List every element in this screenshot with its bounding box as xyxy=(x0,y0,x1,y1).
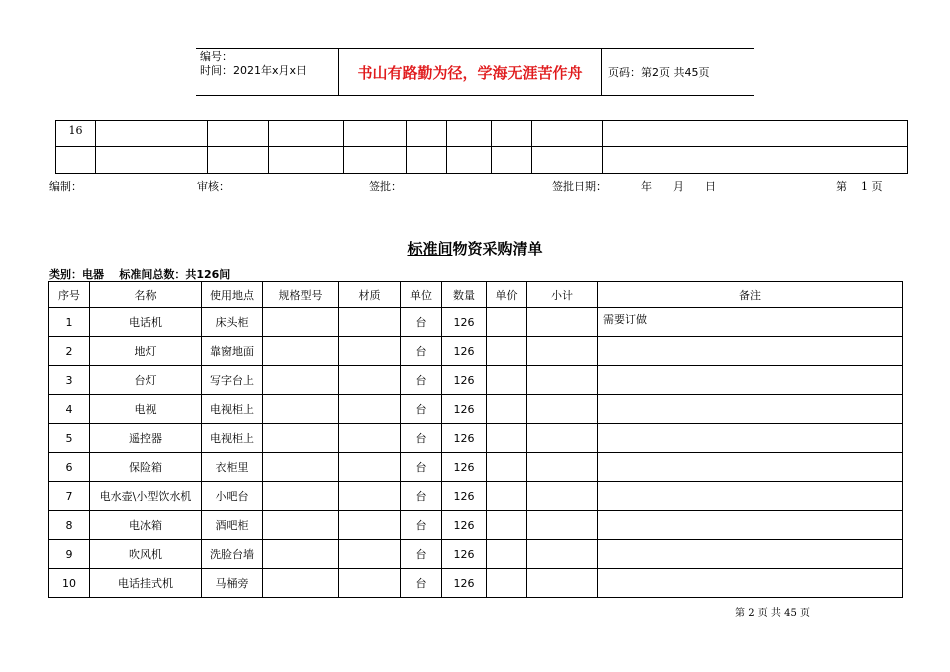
table-cell xyxy=(263,424,339,453)
table-cell xyxy=(527,511,598,540)
table-cell: 电视柜上 xyxy=(202,424,263,453)
table-row xyxy=(49,308,903,337)
table-cell xyxy=(339,511,401,540)
table-header-row xyxy=(49,282,903,308)
document-header xyxy=(196,48,754,96)
table-cell xyxy=(598,337,903,366)
continuation-cell xyxy=(56,147,96,174)
table-cell: 电水壶\小型饮水机 xyxy=(90,482,202,511)
continuation-cell xyxy=(407,147,447,174)
table-cell xyxy=(339,337,401,366)
column-header: 规格型号 xyxy=(263,282,339,308)
table-cell: 电话机 xyxy=(90,308,202,337)
table-row xyxy=(49,540,903,569)
table-cell: 台 xyxy=(401,482,442,511)
table-row xyxy=(49,395,903,424)
table-cell: 洗脸台墙 xyxy=(202,540,263,569)
date-fields: 年 月 日 xyxy=(641,180,716,193)
continuation-cell xyxy=(532,121,603,147)
table-cell: 126 xyxy=(442,337,487,366)
table-cell xyxy=(527,366,598,395)
table-row xyxy=(49,424,903,453)
table-cell xyxy=(487,424,527,453)
table-cell xyxy=(527,308,598,337)
continuation-cell xyxy=(344,147,407,174)
column-header: 数量 xyxy=(442,282,487,308)
table-cell: 台 xyxy=(401,366,442,395)
table-cell: 台 xyxy=(401,308,442,337)
continuation-table xyxy=(55,120,908,174)
continuation-cell: 16 xyxy=(56,121,96,147)
table-cell: 126 xyxy=(442,308,487,337)
table-cell xyxy=(263,482,339,511)
table-cell xyxy=(527,453,598,482)
table-cell xyxy=(339,308,401,337)
table-cell: 写字台上 xyxy=(202,366,263,395)
column-header: 材质 xyxy=(339,282,401,308)
table-cell: 马桶旁 xyxy=(202,569,263,598)
table-cell xyxy=(527,482,598,511)
table-cell xyxy=(487,366,527,395)
table-cell xyxy=(339,482,401,511)
table-cell xyxy=(263,569,339,598)
table-cell xyxy=(598,395,903,424)
table-cell xyxy=(598,453,903,482)
table-cell: 10 xyxy=(49,569,90,598)
table-cell xyxy=(487,540,527,569)
table-cell: 电视 xyxy=(90,395,202,424)
table-cell: 遥控器 xyxy=(90,424,202,453)
page-title xyxy=(0,238,950,259)
table-cell: 126 xyxy=(442,540,487,569)
table-cell: 126 xyxy=(442,482,487,511)
page-footer: 第 2 页 共 45 页 xyxy=(735,608,810,619)
table-cell: 台 xyxy=(401,337,442,366)
table-cell xyxy=(339,424,401,453)
page-code: 页码：第2页 共45页 xyxy=(608,66,710,79)
continuation-cell xyxy=(407,121,447,147)
table-cell: 7 xyxy=(49,482,90,511)
table-cell xyxy=(263,453,339,482)
table-cell: 126 xyxy=(442,366,487,395)
table-cell xyxy=(487,453,527,482)
table-row xyxy=(49,511,903,540)
title-rest: 物资采购清单 xyxy=(452,240,543,258)
category-line: 类别：电器 标准间总数：共126间 xyxy=(49,268,231,281)
table-cell xyxy=(487,337,527,366)
table-cell: 电话挂式机 xyxy=(90,569,202,598)
table-cell: 靠窗地面 xyxy=(202,337,263,366)
table-cell: 电视柜上 xyxy=(202,395,263,424)
table-cell xyxy=(263,511,339,540)
table-cell: 吹风机 xyxy=(90,540,202,569)
table-cell: 台 xyxy=(401,511,442,540)
table-cell: 需要订做 xyxy=(598,308,903,337)
table-cell: 5 xyxy=(49,424,90,453)
column-header: 单价 xyxy=(487,282,527,308)
table-cell: 台 xyxy=(401,540,442,569)
column-header: 单位 xyxy=(401,282,442,308)
approve-label: 签批： xyxy=(369,180,402,193)
table-cell: 126 xyxy=(442,424,487,453)
continuation-cell xyxy=(447,147,492,174)
procurement-table xyxy=(48,281,903,598)
table-cell xyxy=(263,308,339,337)
table-cell: 酒吧柜 xyxy=(202,511,263,540)
table-row xyxy=(49,366,903,395)
continuation-row xyxy=(56,147,908,174)
continuation-cell xyxy=(492,121,532,147)
serial-label: 编号： xyxy=(200,50,233,63)
continuation-cell xyxy=(344,121,407,147)
table-cell: 3 xyxy=(49,366,90,395)
time-label: 时间：2021年x月x日 xyxy=(200,64,308,77)
continuation-cell xyxy=(96,147,208,174)
approve-date-label: 签批日期： xyxy=(552,180,607,193)
continuation-cell xyxy=(96,121,208,147)
table-cell xyxy=(339,395,401,424)
table-cell: 6 xyxy=(49,453,90,482)
table-cell: 台 xyxy=(401,424,442,453)
table-cell: 保险箱 xyxy=(90,453,202,482)
continuation-cell xyxy=(208,147,269,174)
table-cell xyxy=(527,424,598,453)
review-label: 审核： xyxy=(197,180,230,193)
continuation-cell xyxy=(269,121,344,147)
table-cell: 床头柜 xyxy=(202,308,263,337)
table-cell xyxy=(487,308,527,337)
table-cell xyxy=(527,395,598,424)
table-cell: 8 xyxy=(49,511,90,540)
table-cell xyxy=(339,366,401,395)
table-cell xyxy=(527,337,598,366)
table-cell: 126 xyxy=(442,569,487,598)
table-cell: 衣柜里 xyxy=(202,453,263,482)
header-motto-cell xyxy=(338,49,602,95)
table-row xyxy=(49,453,903,482)
table-cell: 电冰箱 xyxy=(90,511,202,540)
motto-text: 书山有路勤为径，学海无涯苦作舟 xyxy=(357,63,583,82)
column-header: 序号 xyxy=(49,282,90,308)
signoff-page: 第 1 页 xyxy=(836,180,883,193)
column-header: 名称 xyxy=(90,282,202,308)
column-header: 备注 xyxy=(598,282,903,308)
column-header: 使用地点 xyxy=(202,282,263,308)
table-cell: 2 xyxy=(49,337,90,366)
table-cell: 小吧台 xyxy=(202,482,263,511)
table-cell: 台 xyxy=(401,569,442,598)
table-cell xyxy=(263,395,339,424)
table-cell xyxy=(527,569,598,598)
table-cell: 126 xyxy=(442,395,487,424)
table-cell: 9 xyxy=(49,540,90,569)
continuation-cell xyxy=(208,121,269,147)
table-cell xyxy=(339,453,401,482)
table-cell: 126 xyxy=(442,511,487,540)
table-row xyxy=(49,482,903,511)
table-cell xyxy=(598,511,903,540)
table-cell xyxy=(598,540,903,569)
title-underlined: 标准间 xyxy=(407,240,453,258)
table-cell xyxy=(339,569,401,598)
continuation-cell xyxy=(603,147,908,174)
table-row xyxy=(49,337,903,366)
table-cell xyxy=(263,366,339,395)
continuation-row xyxy=(56,121,908,147)
table-cell xyxy=(263,337,339,366)
table-cell: 4 xyxy=(49,395,90,424)
table-cell xyxy=(598,482,903,511)
continuation-cell xyxy=(447,121,492,147)
table-cell xyxy=(487,511,527,540)
table-cell: 126 xyxy=(442,453,487,482)
table-cell xyxy=(263,540,339,569)
table-cell: 地灯 xyxy=(90,337,202,366)
table-cell xyxy=(487,569,527,598)
table-cell xyxy=(527,540,598,569)
continuation-cell xyxy=(269,147,344,174)
table-cell xyxy=(598,569,903,598)
table-cell: 台 xyxy=(401,453,442,482)
continuation-cell xyxy=(532,147,603,174)
table-cell xyxy=(598,366,903,395)
signoff-row xyxy=(0,178,950,192)
table-row xyxy=(49,569,903,598)
header-meta xyxy=(196,49,338,95)
table-cell: 台灯 xyxy=(90,366,202,395)
table-cell xyxy=(487,395,527,424)
continuation-cell xyxy=(492,147,532,174)
table-cell xyxy=(339,540,401,569)
table-cell xyxy=(598,424,903,453)
table-cell xyxy=(487,482,527,511)
prepared-label: 编制： xyxy=(49,180,82,193)
table-cell: 1 xyxy=(49,308,90,337)
table-cell: 台 xyxy=(401,395,442,424)
continuation-cell xyxy=(603,121,908,147)
column-header: 小计 xyxy=(527,282,598,308)
